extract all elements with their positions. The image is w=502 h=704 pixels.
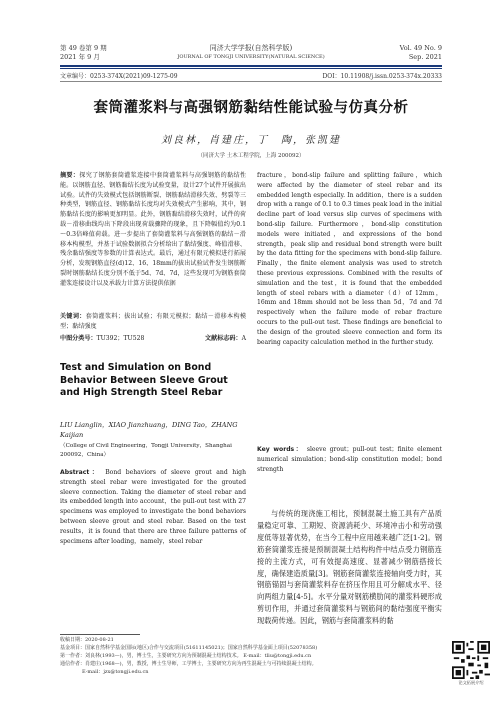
date-en: Sep. 2021: [408, 53, 442, 61]
footnote-corresponding-author: 通信作者：肖建庄(1968—)，男，教授，博士生导师，工学博士，主要研究方向为再生混凝土与可持续混凝土结构。: [60, 661, 317, 667]
doi[interactable]: DOI：10.11908/j.issn.0253-374x.20333: [322, 73, 442, 80]
doc-code-label: 文献标志码：: [205, 335, 242, 342]
meta-rule: [60, 81, 442, 82]
qr-caption: 论文拓展介绍: [458, 680, 484, 685]
footnote-email: E-mail：jzx@tongji.edu.cn: [82, 669, 149, 675]
doc-code: A: [241, 335, 246, 342]
affiliation-cn: （同济大学 土木工程学院，上海 200092）: [197, 153, 305, 159]
footnote-rule: [60, 634, 140, 635]
footnote-first-author: 第一作者：刘良林(1993—)，男，博士生，主要研究方向为预制混凝土结构技术。 E-mail：tliu@tongji.edu.cn: [60, 653, 312, 659]
abstract-cn: [60, 171, 246, 289]
authors-cn: 刘良林，肖建庄，丁 陶，张凯建: [161, 135, 341, 146]
header-rule-thin: [60, 68, 442, 69]
title-cn: 套筒灌浆料与高强钢筋黏结性能试验与仿真分析: [93, 100, 409, 116]
footnote-funding: 基金项目：国家自然科学基金国际(地区)合作与交流项目(51611145021)；国家自然科学基金面上项目(52078358): [60, 645, 318, 651]
keywords-cn-text: 套筒灌浆料；拔出试验；有限元模拟；黏结－滑移本构模型；黏结强度: [60, 313, 247, 330]
footnote-received: 收稿日期：2020-08-21: [60, 637, 114, 643]
journal-name: [150, 44, 352, 62]
abstract-en-label: Abstract：: [60, 469, 101, 476]
clc-label: 中图分类号：: [60, 335, 97, 342]
keywords-cn: [60, 312, 246, 332]
journal-name-en: JOURNAL OF TONGJI UNIVERSITY(NATURAL SCIENCE): [177, 54, 325, 60]
volume-cn: 第 49 卷第 9 期: [60, 44, 107, 52]
title-en: Test and Simulation on Bond Behavior Between Sleeve Grout and High Strength Steel Rebar: [60, 362, 228, 398]
classification: [60, 334, 246, 344]
header-rule-thick: [60, 65, 442, 67]
abstract-en-left: [60, 468, 246, 546]
date-cn: 2021 年 9 月: [60, 53, 100, 61]
clc-value: TU392；TU528: [96, 335, 145, 342]
abstract-cn-label: 摘要：: [60, 172, 80, 179]
volume-en: Vol. 49 No. 9: [399, 44, 442, 52]
keywords-en-label: Key words：: [257, 446, 304, 453]
journal-name-cn: 同济大学学报(自然科学版): [209, 44, 293, 52]
volume-issue-cn: [60, 44, 107, 62]
body-text-cn: [257, 508, 442, 627]
abstract-en-text-right: fracture，bond-slip failure and splitting failure，which were affected by the diameter of steel rebar and its embedded length especially. In addition，there is a sudden drop with a range of 0.1 to 0.3 times peak load in the initial decline part of load versus slip curves of specimens with bond-slip failure. Furthermore，bond-slip constitution models were initiated，and expressions of the bond strength，peak slip and residual bond strength were built by the data fitting for the specimens with bond-slip failure. Finally，the finite element analysis was used to stretch these previous expressions. Combined with the results of simulation and the test，it is found that the embedded length of steel rebars with a diameter（d）of 12mm，16mm and 18mm should not be less than 5d，7d and 7d respectively when the failure mode of rebar fracture occurs to the pull-out test. These findings are beneficial to the design of the grouted sleeve connection and form its bearing capacity calculation method in the further study.: [257, 172, 442, 346]
affiliation-en: （College of Civil Engineering，Tongji University，Shanghai 200092，China）: [60, 443, 232, 458]
abstract-en-text-left: Bond behaviors of sleeve grout and high strength steel rebar were investigated for the grouted sleeve connection. Taking the diameter of steel rebar and its embedded length into account，the pull-out test with 27 specimens was employed to investigate the bond behaviors between sleeve grout and steel rebar. Based on the test results，it is found that there are three failure patterns of specimens after loading，namely，steel rebar: [60, 469, 247, 545]
article-number: 文章编号：0253-374X(2021)09-1275-09: [60, 73, 178, 80]
keywords-en-text: sleeve grout；pull-out test；finite element numerical simulation；bond-slip constitution model；bond strength: [257, 446, 443, 473]
body-paragraph-1: 与传统的现浇施工相比，预制混凝土施工具有产品质量稳定可靠、工期短、资源消耗少、环境冲击小和劳动强度低等显著优势，在当今工程中应用越来越广泛[1-2]。钢筋套筒灌浆连接是预制混凝土结构构件中结点受力钢筋连接的主流方式，可有效提高速度、显著减少钢筋搭接长度，确保建造质量[3]。钢筋套筒灌浆连接轴向受力时，其钢筋锚固与套筒灌浆料存在挤压作用且可分解成水平、径向两组力量[4-5]。水平分量对钢筋横肋间的灌浆料硬形成剪切作用，并通过套筒灌浆料与钢筋间的黏结强度平衡实现载荷传递。因此，钢筋与套筒灌浆料的黏: [257, 509, 442, 626]
abstract-cn-text: 探究了钢筋套筒灌浆连接中套筒灌浆料与高强钢筋的黏结性能。以钢筋直径、钢筋黏结长度为试验变量，设计27个试件开展拔出试验。试件的失效模式包括钢筋断裂、钢筋黏结滑移失效、劈裂等三种类型，钢筋直径、钢筋黏结长度均对失效模式产生影响，其中，钢筋黏结长度的影响更加明显。此外，钢筋黏结滑移失效时，试件的荷载－滑移曲线均出下降段出现荷载骤降的现象，且下降幅值约为0.1～0.3倍峰值荷载。进一步提出了套筒灌浆料与高强钢筋的黏结－滑移本构模型，并基于试验数据拟合分析给出了黏结强度、峰值滑移、残余黏结强度等参数的计算表达式。最后，通过有限元模拟进行拓展分析，发现钢筋直径(d)12、16、18mm的拔出试验试件发生钢筋断裂时钢筋黏结长度分别不低于5d、7d、7d，这些发现可为钢筋套筒灌浆连接设计以及承载力计算方法提供依据: [60, 172, 247, 287]
keywords-cn-label: 关键词：: [60, 313, 86, 320]
authors-en: LIU Lianglin，XIAO Jianzhuang，DING Tao，ZHANG Kaijian: [60, 421, 238, 439]
volume-issue-en: [380, 44, 442, 62]
qr-code-icon[interactable]: [452, 641, 490, 679]
keywords-en: [257, 445, 442, 474]
abstract-en-right: [257, 171, 442, 347]
